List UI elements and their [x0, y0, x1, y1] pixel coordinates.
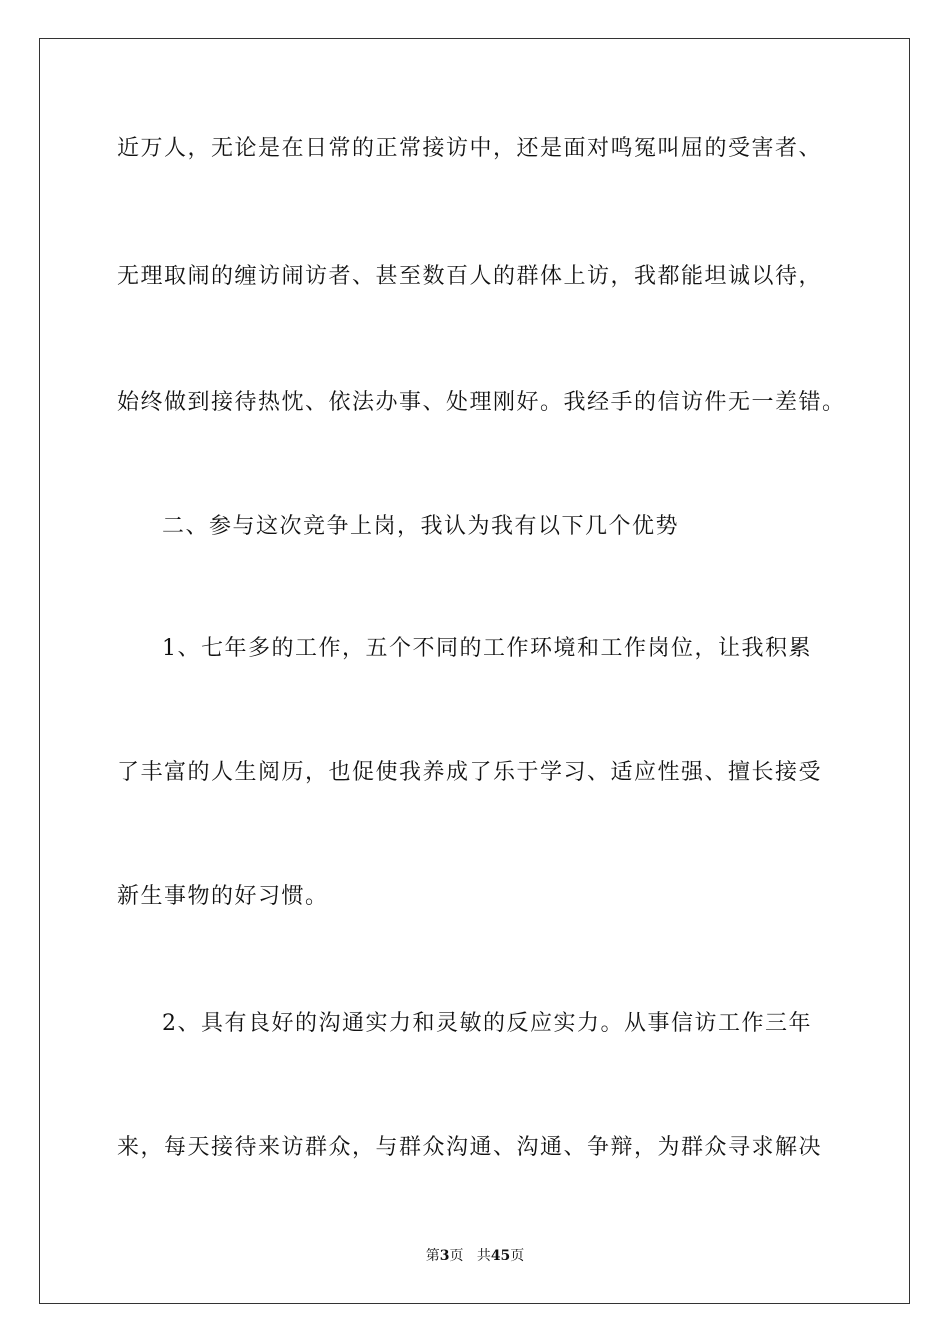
section-heading: 二、参与这次竞争上岗，我认为我有以下几个优势: [162, 514, 680, 539]
footer-page-prefix: 第: [425, 1248, 440, 1264]
footer-page-number: 3: [439, 1248, 450, 1264]
body-line-6: 了丰富的人生阅历，也促使我养成了乐于学习、适应性强、擅长接受: [117, 760, 823, 785]
body-line-2: 无理取闹的缠访闹访者、甚至数百人的群体上访，我都能坦诚以待，: [117, 264, 823, 289]
footer-total-prefix: 共: [476, 1248, 491, 1264]
page-border: [39, 38, 910, 1304]
body-line-8: 2、具有良好的沟通实力和灵敏的反应实力。从事信访工作三年: [162, 1011, 812, 1036]
footer-total-pages: 45: [490, 1248, 511, 1264]
body-line-9: 来，每天接待来访群众，与群众沟通、沟通、争辩，为群众寻求解决: [117, 1135, 823, 1160]
footer-total-suffix: 页: [510, 1248, 525, 1264]
body-line-3: 始终做到接待热忱、依法办事、处理刚好。我经手的信访件无一差错。: [117, 390, 846, 415]
body-line-7: 新生事物的好习惯。: [117, 884, 329, 909]
page-footer: [0, 1246, 950, 1266]
footer-page-suffix: 页: [449, 1248, 464, 1264]
body-line-5: 1、七年多的工作，五个不同的工作环境和工作岗位，让我积累: [162, 636, 812, 661]
body-line-1: 近万人，无论是在日常的正常接访中，还是面对鸣冤叫屈的受害者、: [117, 136, 823, 161]
